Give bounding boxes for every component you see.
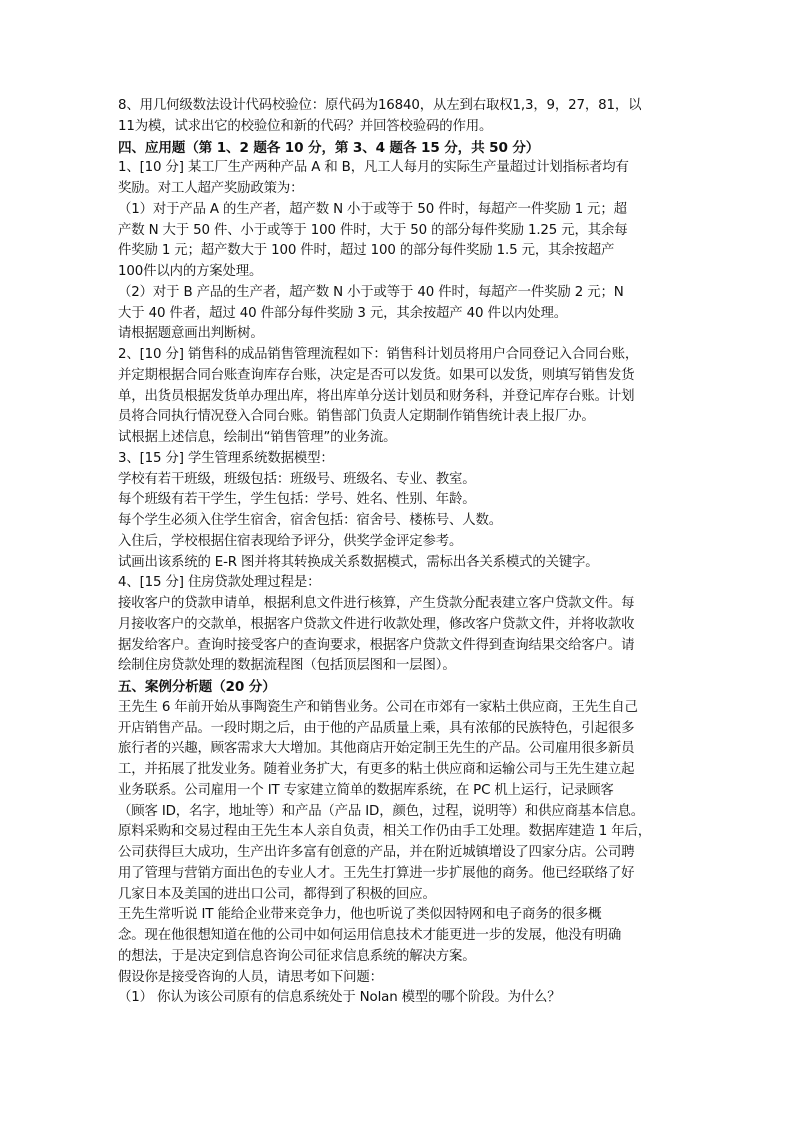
text-line: 月接收客户的交款单，根据客户贷款文件进行收款处理，修改客户贷款文件，并将收款收 — [118, 616, 635, 632]
text-line: 每个学生必须入住学生宿舍，宿舍包括：宿舍号、楼栋号、人数。 — [118, 513, 502, 528]
text-line: 绘制住房贷款处理的数据流程图（包括顶层图和一层图）。 — [118, 658, 456, 674]
text-line: 大于 40 件者，超过 40 件部分每件奖励 3 元，其余按超产 40 件以内处理。 — [118, 305, 567, 321]
text-line: 公司获得巨大成功，生产出许多富有创意的产品，并在附近城镇增设了四家分店。公司聘 — [118, 845, 635, 860]
text-line: （2）对于 B 产品的生产者，超产数 N 小于或等于 40 件时，每超产一件奖励 2 元；N — [118, 284, 624, 300]
text-line: 2、[10 分] 销售科的成品销售管理流程如下：销售科计划员将用户合同登记入合同台账， — [118, 347, 639, 362]
text-line: 试根据上述信息，绘制出“销售管理”的业务流。 — [118, 430, 397, 445]
text-line: 件奖励 1 元；超产数大于 100 件时，超过 100 的部分每件奖励 1.5 元，其余按超产 — [118, 243, 615, 259]
text-line: 原料采购和交易过程由王先生本人亲自负责，相关工作仍由手工处理。数据库建造 1 年后， — [118, 824, 651, 840]
text-line: 学校有若干班级，班级包括：班级号、班级名、专业、教室。 — [118, 471, 476, 487]
text-line: 100件以内的方案处理。 — [118, 264, 263, 279]
text-line: 单，出货员根据发货单办理出库，将出库单分送计划员和财务科，并登记库存台账。计划 — [118, 388, 635, 404]
text-line: 4、[15 分] 住房贷款处理过程是： — [118, 575, 321, 591]
section-heading: 四、应用题（第 1、2 题各 10 分，第 3、4 题各 15 分，共 50 分） — [118, 139, 540, 156]
document-page — [118, 96, 684, 1009]
text-line: 1、[10 分] 某工厂生产两种产品 A 和 B，凡工人每月的实际生产量超过计划指标者均有 — [118, 160, 629, 176]
text-line: 王先生 6 年前开始从事陶瓷生产和销售业务。公司在市郊有一家粘土供应商，王先生自己 — [118, 699, 638, 715]
text-line: 的想法，于是决定到信息咨询公司征求信息系统的解决方案。 — [118, 948, 476, 964]
section-heading: 五、案例分析题（20 分） — [118, 679, 276, 695]
text-line: 并定期根据合同台账查询库存台账，决定是否可以发货。如果可以发货，则填写销售发货 — [118, 367, 635, 383]
text-line: 接收客户的贷款申请单，根据利息文件进行核算，产生贷款分配表建立客户贷款文件。每 — [118, 596, 635, 611]
text-line: 念。现在他很想知道在他的公司中如何运用信息技术才能更进一步的发展，他没有明确 — [118, 928, 622, 943]
text-line: 8、用几何级数法设计代码校验位：原代码为16840，从左到右取权1,3，9，27，81，以 — [118, 98, 642, 113]
text-line: 几家日本及美国的进出口公司，都得到了积极的回应。 — [118, 886, 436, 902]
text-line: 入住后，学校根据住宿表现给予评分，供奖学金评定参考。 — [118, 533, 463, 549]
text-line: 试画出该系统的 E-R 图并将其转换成关系数据模式，需标出各关系模式的关键字。 — [118, 554, 599, 570]
text-line: 奖励。对工人超产奖励政策为： — [118, 181, 304, 196]
text-line: 产数 N 大于 50 件、小于或等于 100 件时，大于 50 的部分每件奖励 1.25 元，其余每 — [118, 222, 628, 238]
text-line: 每个班级有若干学生，学生包括：学号、姓名、性别、年龄。 — [118, 492, 476, 508]
text-line: （顾客 ID，名字，地址等）和产品（产品 ID，颜色，过程，说明等）和供应商基本信息。 — [118, 803, 645, 819]
text-line: 据发给客户。查询时接受客户的查询要求，根据客户贷款文件得到查询结果交给客户。请 — [118, 637, 635, 653]
text-line: （1） 你认为该公司原有的信息系统处于 Nolan 模型的哪个阶段。为什么？ — [118, 990, 561, 1006]
text-line: 王先生常听说 IT 能给企业带来竞争力，他也听说了类似因特网和电子商务的很多概 — [118, 907, 602, 923]
text-line: 旅行者的兴趣，顾客需求大大增加。其他商店开始定制王先生的产品。公司雇用很多新员 — [118, 741, 635, 757]
text-line: 员将合同执行情况登入合同台账。销售部门负责人定期制作销售统计表上报厂办。 — [118, 409, 595, 425]
text-line: 工，并拓展了批发业务。随着业务扩大，有更多的粘土供应商和运输公司与王先生建立起 — [118, 762, 635, 777]
text-line: 3、[15 分] 学生管理系统数据模型： — [118, 450, 334, 466]
text-line: 用了管理与营销方面出色的专业人才。王先生打算进一步扩展他的商务。他已经联络了好 — [118, 865, 635, 881]
text-line: 请根据题意画出判断树。 — [118, 326, 264, 342]
text-line: 11为模，试求出它的校验位和新的代码？并回答校验码的作用。 — [118, 118, 493, 134]
text-line: 假设你是接受咨询的人员，请思考如下问题： — [118, 969, 383, 985]
text-line: （1）对于产品 A 的生产者，超产数 N 小于或等于 50 件时，每超产一件奖励 1 元；超 — [118, 201, 627, 217]
text-line: 业务联系。公司雇用一个 IT 专家建立简单的数据库系统，在 PC 机上运行，记录顾客 — [118, 782, 614, 798]
text-line: 开店销售产品。一段时期之后，由于他的产品质量上乘，具有浓郁的民族特色，引起很多 — [118, 720, 635, 736]
